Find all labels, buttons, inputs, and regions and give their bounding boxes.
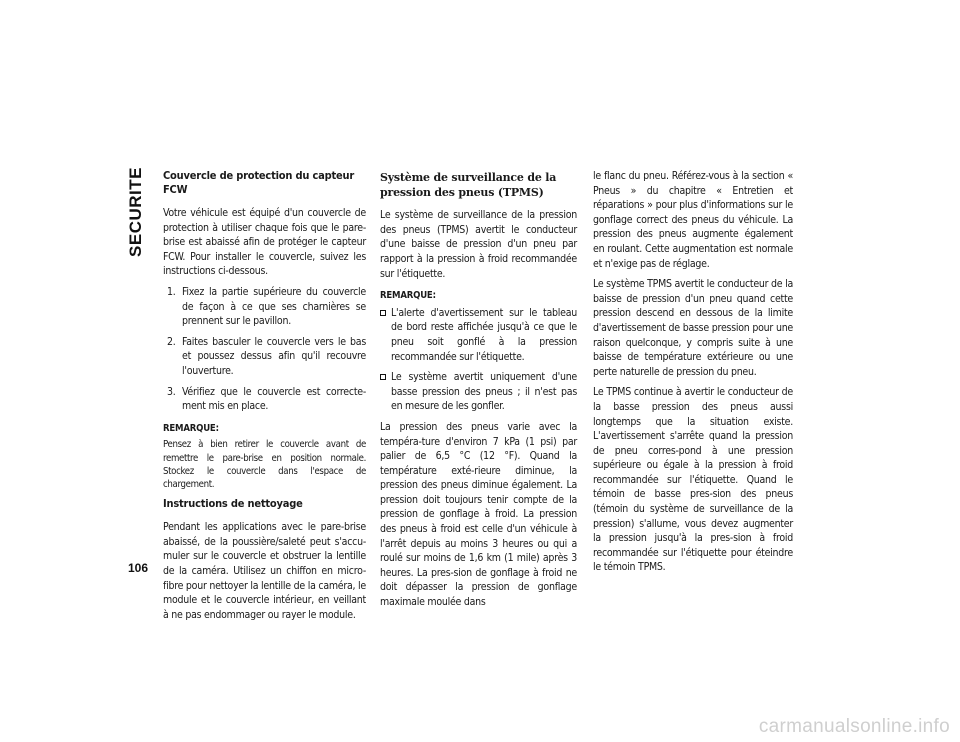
tpms-para-1: le flanc du pneu. Référez-vous à la section « Pneus » du chapitre « Entretien et réparations » pour plus d'informations sur le gonflage correct des pneus du véhicule. La pression des pneus augmente également en roulant. Cette augmentation est normale et n'exige pas de réglage. [593,170,793,270]
cleaning-heading: Instructions de nettoyage [163,497,303,511]
watermark: carmanualsonline.info [758,716,950,737]
install-step [163,385,366,414]
remark-text: L'alerte d'avertissement sur le tableau de bord reste affichée jusqu'à ce que le pneu soit gonflé à la pression recommandée sur l'étiquette. [391,306,577,363]
step-number: 3. [167,385,176,398]
install-steps-list [163,285,366,414]
square-bullet-icon [380,306,391,364]
tpms-para-2: Le système TPMS avertit le conducteur de la baisse de pression d'un pneu quand cette pression descend en dessous de la limite d'avertissement de basse pression pour une raison quelconque, y compris suite à une baisse de température extérieure ou une perte naturelle de pression du pneu. [593,278,794,378]
page-number: 106 [128,561,149,575]
cleaning-text: Pendant les applications avec le pare-brise abaissé, de la poussière/saleté peut s'accu-muler sur le couvercle et obstruer la lentille de la caméra. Utilisez un chiffon en micro-fibre pour nettoyer la lentille de la caméra, le module et le couvercle intérieur, en veillant à ne pas endommager ou rayer le module. [163,521,366,621]
remarks-list [380,306,577,414]
step-text: Faites basculer le couvercle vers le bas et poussez dessus afin qu'il recouvre l'ouverture. [182,335,366,377]
tpms-intro: Le système de surveillance de la pression des pneus (TPMS) avertit le conducteur d'une baisse de pression d'un pneu par rapport à la pression à froid recommandée sur l'étiquette. [380,209,577,280]
section-title-text: SECURITE [126,167,145,257]
step-number: 1. [167,285,176,298]
install-step [163,285,366,329]
step-text: Fixez la partie supérieure du couvercle de façon à ce que ses charnières se prennent sur le pavillon. [182,285,366,328]
remark-item [380,306,577,364]
tpms-body: La pression des pneus varie avec la tempéra-ture d'environ 7 kPa (1 psi) par palier de 6,5 °C (12 °F). Quand la température exté-rieure diminue, la pression des pneus diminue également. La pression doit toujours tenir compte de la pression de gonflage à froid. La pression des pneus à froid est celle d'un véhicule à l'arrêt depuis au moins 3 heures ou qui a roulé sur moins de 1,6 km (1 mile) après 3 heures. La pres-sion de gonflage à froid ne doit dépasser la pression de gonflage maximale moulée dans [380,420,577,609]
section-title-vertical [116,162,156,262]
note-text: Pensez à bien retirer le couvercle avant de remettre le pare-brise en position normale. Stockez le couvercle dans l'espace de chargement. [163,439,366,490]
note-label: REMARQUE: [163,422,219,434]
install-step [163,335,366,379]
column-fcw-cover [163,169,366,628]
tpms-heading: Système de surveillance de la pression des pneus (TPMS) [380,171,557,199]
column-tpms-continued [593,169,793,581]
tpms-para-3: Le TPMS continue à avertir le conducteur de la basse pression des pneus aussi longtemps que la situation existe. L'avertissement s'arrête quand la pression de pneu corres-pond à une pression supérieure ou égale à la pression à froid recommandée sur l'étiquette. Quand le témoin de basse pres-sion des pneus (témoin du système de surveillance de la pression) s'allume, vous devez augmenter la pression jusqu'à la pres-sion à froid recommandée sur l'étiquette pour éteindre le témoin TPMS. [593,386,793,574]
step-text: Vérifiez que le couvercle est correcte-ment mis en place. [182,385,366,413]
remark-label: REMARQUE: [380,290,436,302]
column-tpms [380,169,577,616]
step-number: 2. [167,335,176,348]
fcw-cover-intro: Votre véhicule est équipé d'un couvercle de protection à utiliser chaque fois que le pare-brise est abaissé afin de protéger le capteur FCW. Pour installer le couvercle, suivez les instructions ci-dessous. [163,207,366,278]
remark-text: Le système avertit uniquement d'une basse pression des pneus ; il n'est pas en mesure de les gonfler. [391,371,577,413]
remark-item [380,370,577,414]
fcw-cover-heading: Couvercle de protection du capteur FCW [163,169,355,196]
square-bullet-icon [380,370,391,414]
